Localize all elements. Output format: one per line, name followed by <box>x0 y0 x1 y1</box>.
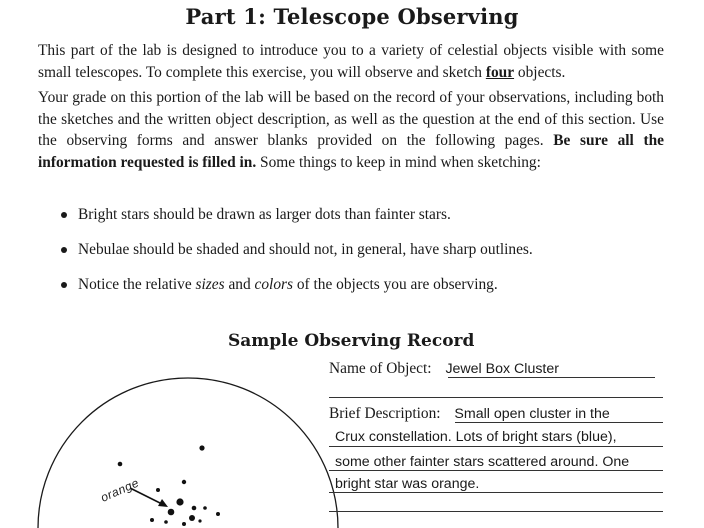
intro-text-end: objects. <box>514 63 566 81</box>
star-dot <box>199 445 204 450</box>
intro-emphasis: four <box>485 63 515 81</box>
description-underline <box>455 422 663 423</box>
tip-text: Nebulae should be shaded and should not, in general, have sharp outlines. <box>78 241 533 258</box>
description-line-1[interactable]: Small open cluster in the <box>454 406 610 422</box>
tip-text-part: and <box>224 276 255 293</box>
object-name-row <box>329 360 559 378</box>
star-dot <box>168 509 175 516</box>
description-underline <box>329 470 663 471</box>
description-line-4[interactable]: bright star was orange. <box>335 476 480 492</box>
tip-italic-sizes: sizes <box>195 276 225 293</box>
star-dot <box>192 506 197 511</box>
description-row <box>329 405 610 423</box>
sample-record-heading: Sample Observing Record <box>228 331 475 351</box>
blank-line <box>329 397 663 398</box>
description-underline <box>329 492 663 493</box>
star-dot <box>216 512 220 516</box>
star-dot <box>182 480 186 484</box>
tip-italic-colors: colors <box>254 276 293 293</box>
description-line-2[interactable]: Crux constellation. Lots of bright stars (blue), <box>335 429 617 445</box>
description-label: Brief Description: <box>329 405 441 422</box>
description-underline <box>329 446 663 447</box>
star-dot <box>156 488 160 492</box>
star-dot <box>182 522 186 526</box>
tip-text: Bright stars should be drawn as larger dots than fainter stars. <box>78 206 451 223</box>
grading-text: Your grade on this portion of the lab will be based on the record of your observations, including both the sketches and the written object description, as well as the question at the end of this section. Use the observing forms and answer blanks provided on the following pages. <box>38 89 664 149</box>
star-dot <box>203 506 207 510</box>
sketch-annotation-orange: orange <box>98 475 142 505</box>
star-dot <box>164 520 168 524</box>
grading-text-end: Some things to keep in mind when sketching: <box>256 153 541 171</box>
page-title: Part 1: Telescope Observing <box>185 4 519 29</box>
star-dot <box>189 515 195 521</box>
orange-arrow <box>130 488 168 507</box>
star-dot <box>150 518 154 522</box>
tip-text-part: of the objects you are observing. <box>293 276 498 293</box>
star-dot <box>198 519 201 522</box>
intro-text: This part of the lab is designed to introduce you to a variety of celestial objects visible with some small telescopes. To complete this exercise, you will observe and sketch <box>38 42 664 81</box>
object-name-label: Name of Object: <box>329 360 432 377</box>
star-dot <box>176 498 183 505</box>
object-name-underline <box>448 377 655 378</box>
eyepiece-field-circle <box>38 378 338 528</box>
description-line-3[interactable]: some other fainter stars scattered around. One <box>335 454 630 470</box>
object-name-value[interactable]: Jewel Box Cluster <box>445 361 559 377</box>
blank-line <box>329 511 663 512</box>
star-dot <box>118 462 123 467</box>
grading-bold-text: Be sure all the information requested is filled in. <box>38 132 664 171</box>
tip-text-part: Notice the relative <box>78 276 196 293</box>
